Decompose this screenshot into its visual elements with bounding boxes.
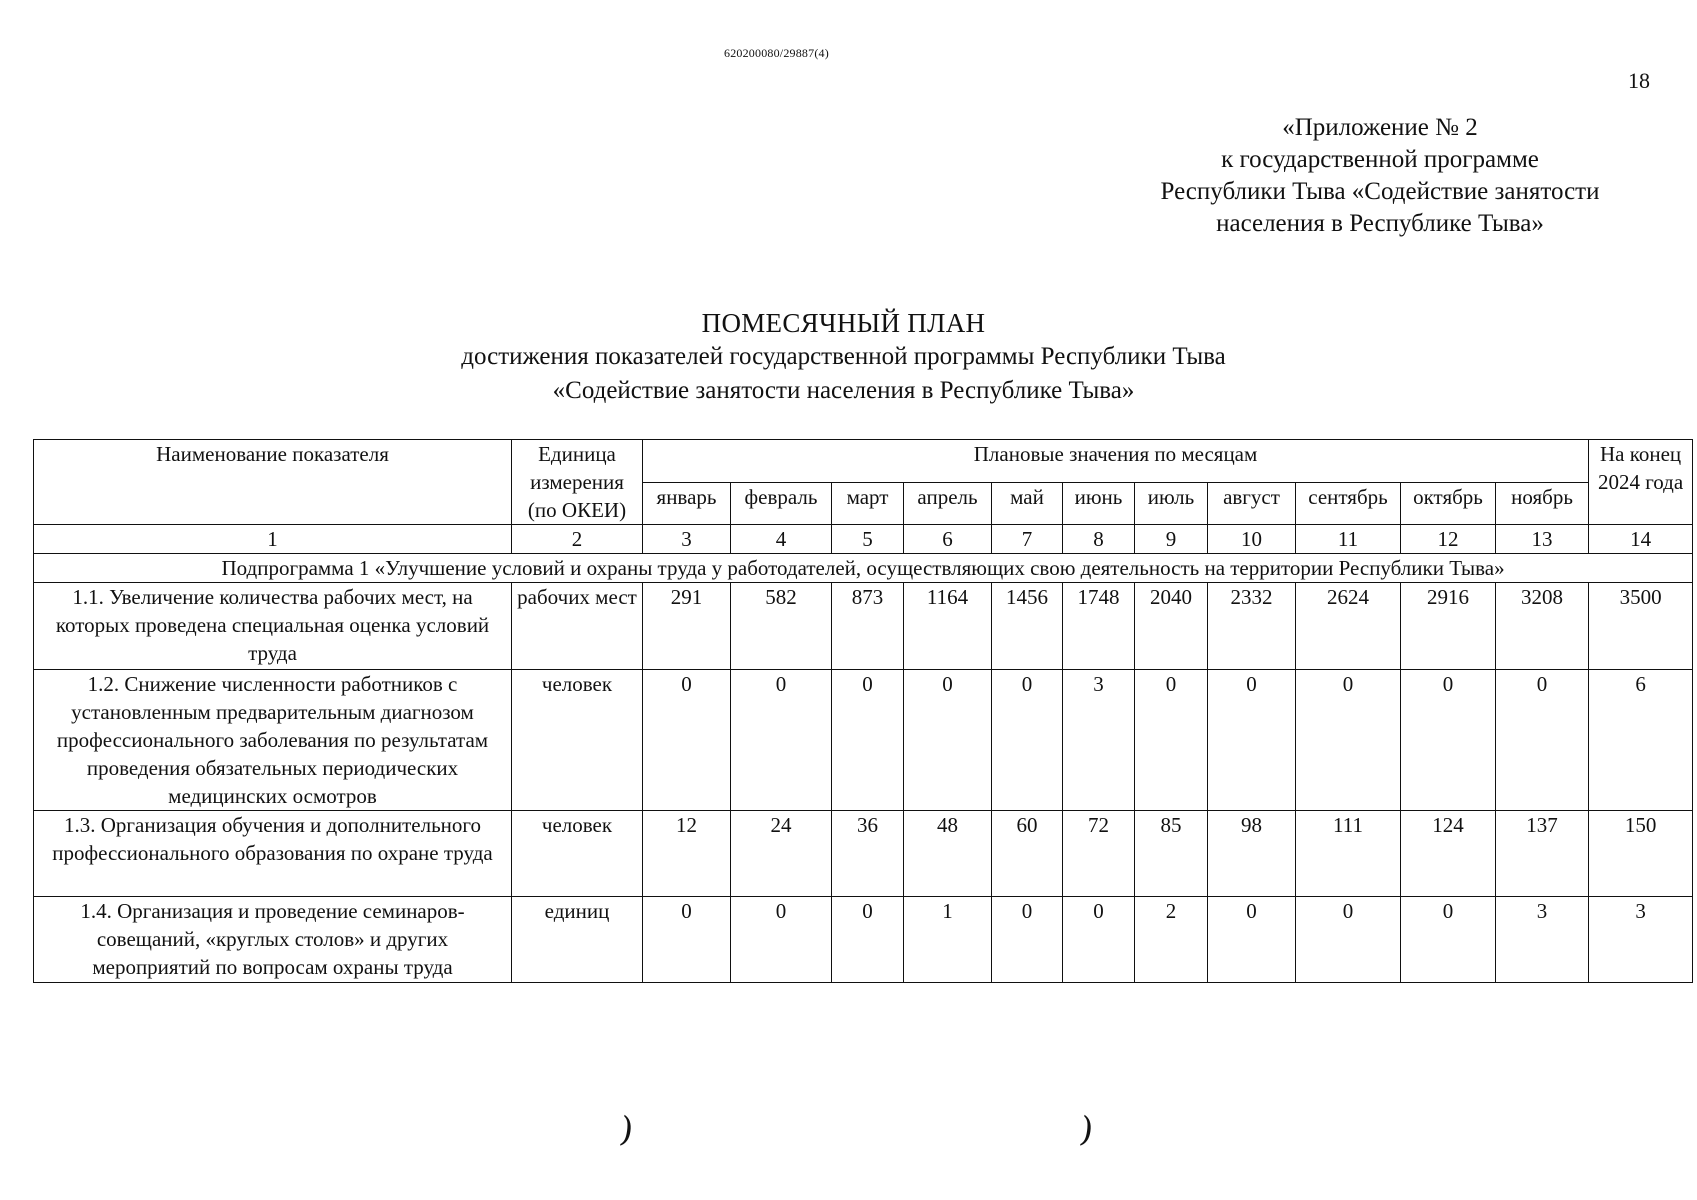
value-cell: 0 bbox=[992, 897, 1063, 983]
table-row bbox=[34, 670, 1693, 811]
value-cell: 0 bbox=[1208, 897, 1296, 983]
indicator-name: 1.2. Снижение численности работников с установленным предварительным диагнозом профессионального заболевания по результатам проведения обязательных периодических медицинских осмотров bbox=[34, 670, 512, 811]
value-cell: 2332 bbox=[1208, 583, 1296, 670]
header-month: октябрь bbox=[1401, 482, 1496, 525]
column-number: 7 bbox=[992, 525, 1063, 554]
value-cell: 0 bbox=[643, 897, 731, 983]
value-cell: 291 bbox=[643, 583, 731, 670]
value-cell: 24 bbox=[731, 811, 832, 897]
indicator-unit: человек bbox=[512, 670, 643, 811]
appendix-line: Республики Тыва «Содействие занятости bbox=[1160, 178, 1600, 205]
value-cell: 0 bbox=[1208, 670, 1296, 811]
header-indicator-name: Наименование показателя bbox=[34, 440, 512, 525]
header-month: сентябрь bbox=[1296, 482, 1401, 525]
subprogram-title: Подпрограмма 1 «Улучшение условий и охраны труда у работодателей, осуществляющих свою деятельность на территории Республики Тыва» bbox=[34, 554, 1693, 583]
header-monthly-values: Плановые значения по месяцам bbox=[643, 440, 1589, 483]
indicator-name: 1.3. Организация обучения и дополнительного профессионального образования по охране труда bbox=[34, 811, 512, 897]
header-month: ноябрь bbox=[1496, 482, 1589, 525]
value-cell: 873 bbox=[832, 583, 904, 670]
column-number: 3 bbox=[643, 525, 731, 554]
value-cell: 0 bbox=[1296, 897, 1401, 983]
header-unit: Единица измерения (по ОКЕИ) bbox=[512, 440, 643, 525]
header-month: июль bbox=[1135, 482, 1208, 525]
indicator-unit: рабочих мест bbox=[512, 583, 643, 670]
column-number: 9 bbox=[1135, 525, 1208, 554]
appendix-line: к государственной программе bbox=[1221, 146, 1539, 173]
header-month: июнь bbox=[1063, 482, 1135, 525]
value-cell: 36 bbox=[832, 811, 904, 897]
column-number: 2 bbox=[512, 525, 643, 554]
header-month: август bbox=[1208, 482, 1296, 525]
value-cell: 1456 bbox=[992, 583, 1063, 670]
value-cell: 98 bbox=[1208, 811, 1296, 897]
value-cell: 85 bbox=[1135, 811, 1208, 897]
value-cell-year-end: 3 bbox=[1589, 897, 1693, 983]
value-cell: 0 bbox=[1401, 897, 1496, 983]
subprogram-row bbox=[34, 554, 1693, 583]
value-cell: 12 bbox=[643, 811, 731, 897]
value-cell: 0 bbox=[904, 670, 992, 811]
header-year-end: На конец 2024 года bbox=[1589, 440, 1693, 525]
column-number: 6 bbox=[904, 525, 992, 554]
column-number-row bbox=[34, 525, 1693, 554]
value-cell: 0 bbox=[731, 670, 832, 811]
value-cell: 0 bbox=[1063, 897, 1135, 983]
column-number: 10 bbox=[1208, 525, 1296, 554]
appendix-line: «Приложение № 2 bbox=[1282, 114, 1478, 141]
value-cell: 111 bbox=[1296, 811, 1401, 897]
document-code: 620200080/29887(4) bbox=[724, 46, 829, 60]
column-number: 5 bbox=[832, 525, 904, 554]
value-cell: 2040 bbox=[1135, 583, 1208, 670]
column-number: 14 bbox=[1589, 525, 1693, 554]
indicator-name: 1.1. Увеличение количества рабочих мест, на которых проведена специальная оценка условий труда bbox=[34, 583, 512, 670]
indicator-unit: человек bbox=[512, 811, 643, 897]
value-cell-year-end: 150 bbox=[1589, 811, 1693, 897]
indicator-unit: единиц bbox=[512, 897, 643, 983]
table-row bbox=[34, 897, 1693, 983]
value-cell: 0 bbox=[1135, 670, 1208, 811]
value-cell: 0 bbox=[832, 670, 904, 811]
appendix-reference bbox=[1105, 112, 1655, 240]
column-number: 1 bbox=[34, 525, 512, 554]
value-cell: 1 bbox=[904, 897, 992, 983]
value-cell: 60 bbox=[992, 811, 1063, 897]
value-cell: 137 bbox=[1496, 811, 1589, 897]
header-month: февраль bbox=[731, 482, 832, 525]
value-cell: 2916 bbox=[1401, 583, 1496, 670]
column-number: 4 bbox=[731, 525, 832, 554]
monthly-plan-table bbox=[33, 439, 1693, 983]
value-cell: 582 bbox=[731, 583, 832, 670]
indicator-name: 1.4. Организация и проведение семинаров-совещаний, «круглых столов» и других мероприятий по вопросам охраны труда bbox=[34, 897, 512, 983]
value-cell-year-end: 6 bbox=[1589, 670, 1693, 811]
title-main: ПОМЕСЯЧНЫЙ ПЛАН bbox=[701, 308, 986, 338]
value-cell: 0 bbox=[992, 670, 1063, 811]
table-row bbox=[34, 811, 1693, 897]
value-cell: 1748 bbox=[1063, 583, 1135, 670]
value-cell: 3 bbox=[1496, 897, 1589, 983]
value-cell: 0 bbox=[1296, 670, 1401, 811]
document-title bbox=[300, 306, 1387, 408]
table-row bbox=[34, 583, 1693, 670]
title-subtitle-line-2: «Содействие занятости населения в Республике Тыва» bbox=[552, 377, 1135, 404]
value-cell: 0 bbox=[832, 897, 904, 983]
column-number: 13 bbox=[1496, 525, 1589, 554]
header-month: апрель bbox=[904, 482, 992, 525]
column-number: 12 bbox=[1401, 525, 1496, 554]
value-cell: 124 bbox=[1401, 811, 1496, 897]
value-cell: 3 bbox=[1063, 670, 1135, 811]
value-cell: 2624 bbox=[1296, 583, 1401, 670]
header-month: январь bbox=[643, 482, 731, 525]
value-cell-year-end: 3500 bbox=[1589, 583, 1693, 670]
value-cell: 0 bbox=[731, 897, 832, 983]
value-cell: 2 bbox=[1135, 897, 1208, 983]
appendix-line: населения в Республике Тыва» bbox=[1216, 210, 1544, 237]
value-cell: 0 bbox=[643, 670, 731, 811]
column-number: 11 bbox=[1296, 525, 1401, 554]
page-number: 18 bbox=[1628, 68, 1650, 93]
value-cell: 72 bbox=[1063, 811, 1135, 897]
value-cell: 48 bbox=[904, 811, 992, 897]
header-month: май bbox=[992, 482, 1063, 525]
value-cell: 3208 bbox=[1496, 583, 1589, 670]
column-number: 8 bbox=[1063, 525, 1135, 554]
value-cell: 0 bbox=[1401, 670, 1496, 811]
scan-mark-left: ) bbox=[617, 1109, 636, 1151]
value-cell: 1164 bbox=[904, 583, 992, 670]
header-month: март bbox=[832, 482, 904, 525]
scan-mark-right: ) bbox=[1077, 1109, 1096, 1151]
header-row-1 bbox=[34, 440, 1693, 483]
title-subtitle-line-1: достижения показателей государственной программы Республики Тыва bbox=[461, 343, 1226, 370]
value-cell: 0 bbox=[1496, 670, 1589, 811]
